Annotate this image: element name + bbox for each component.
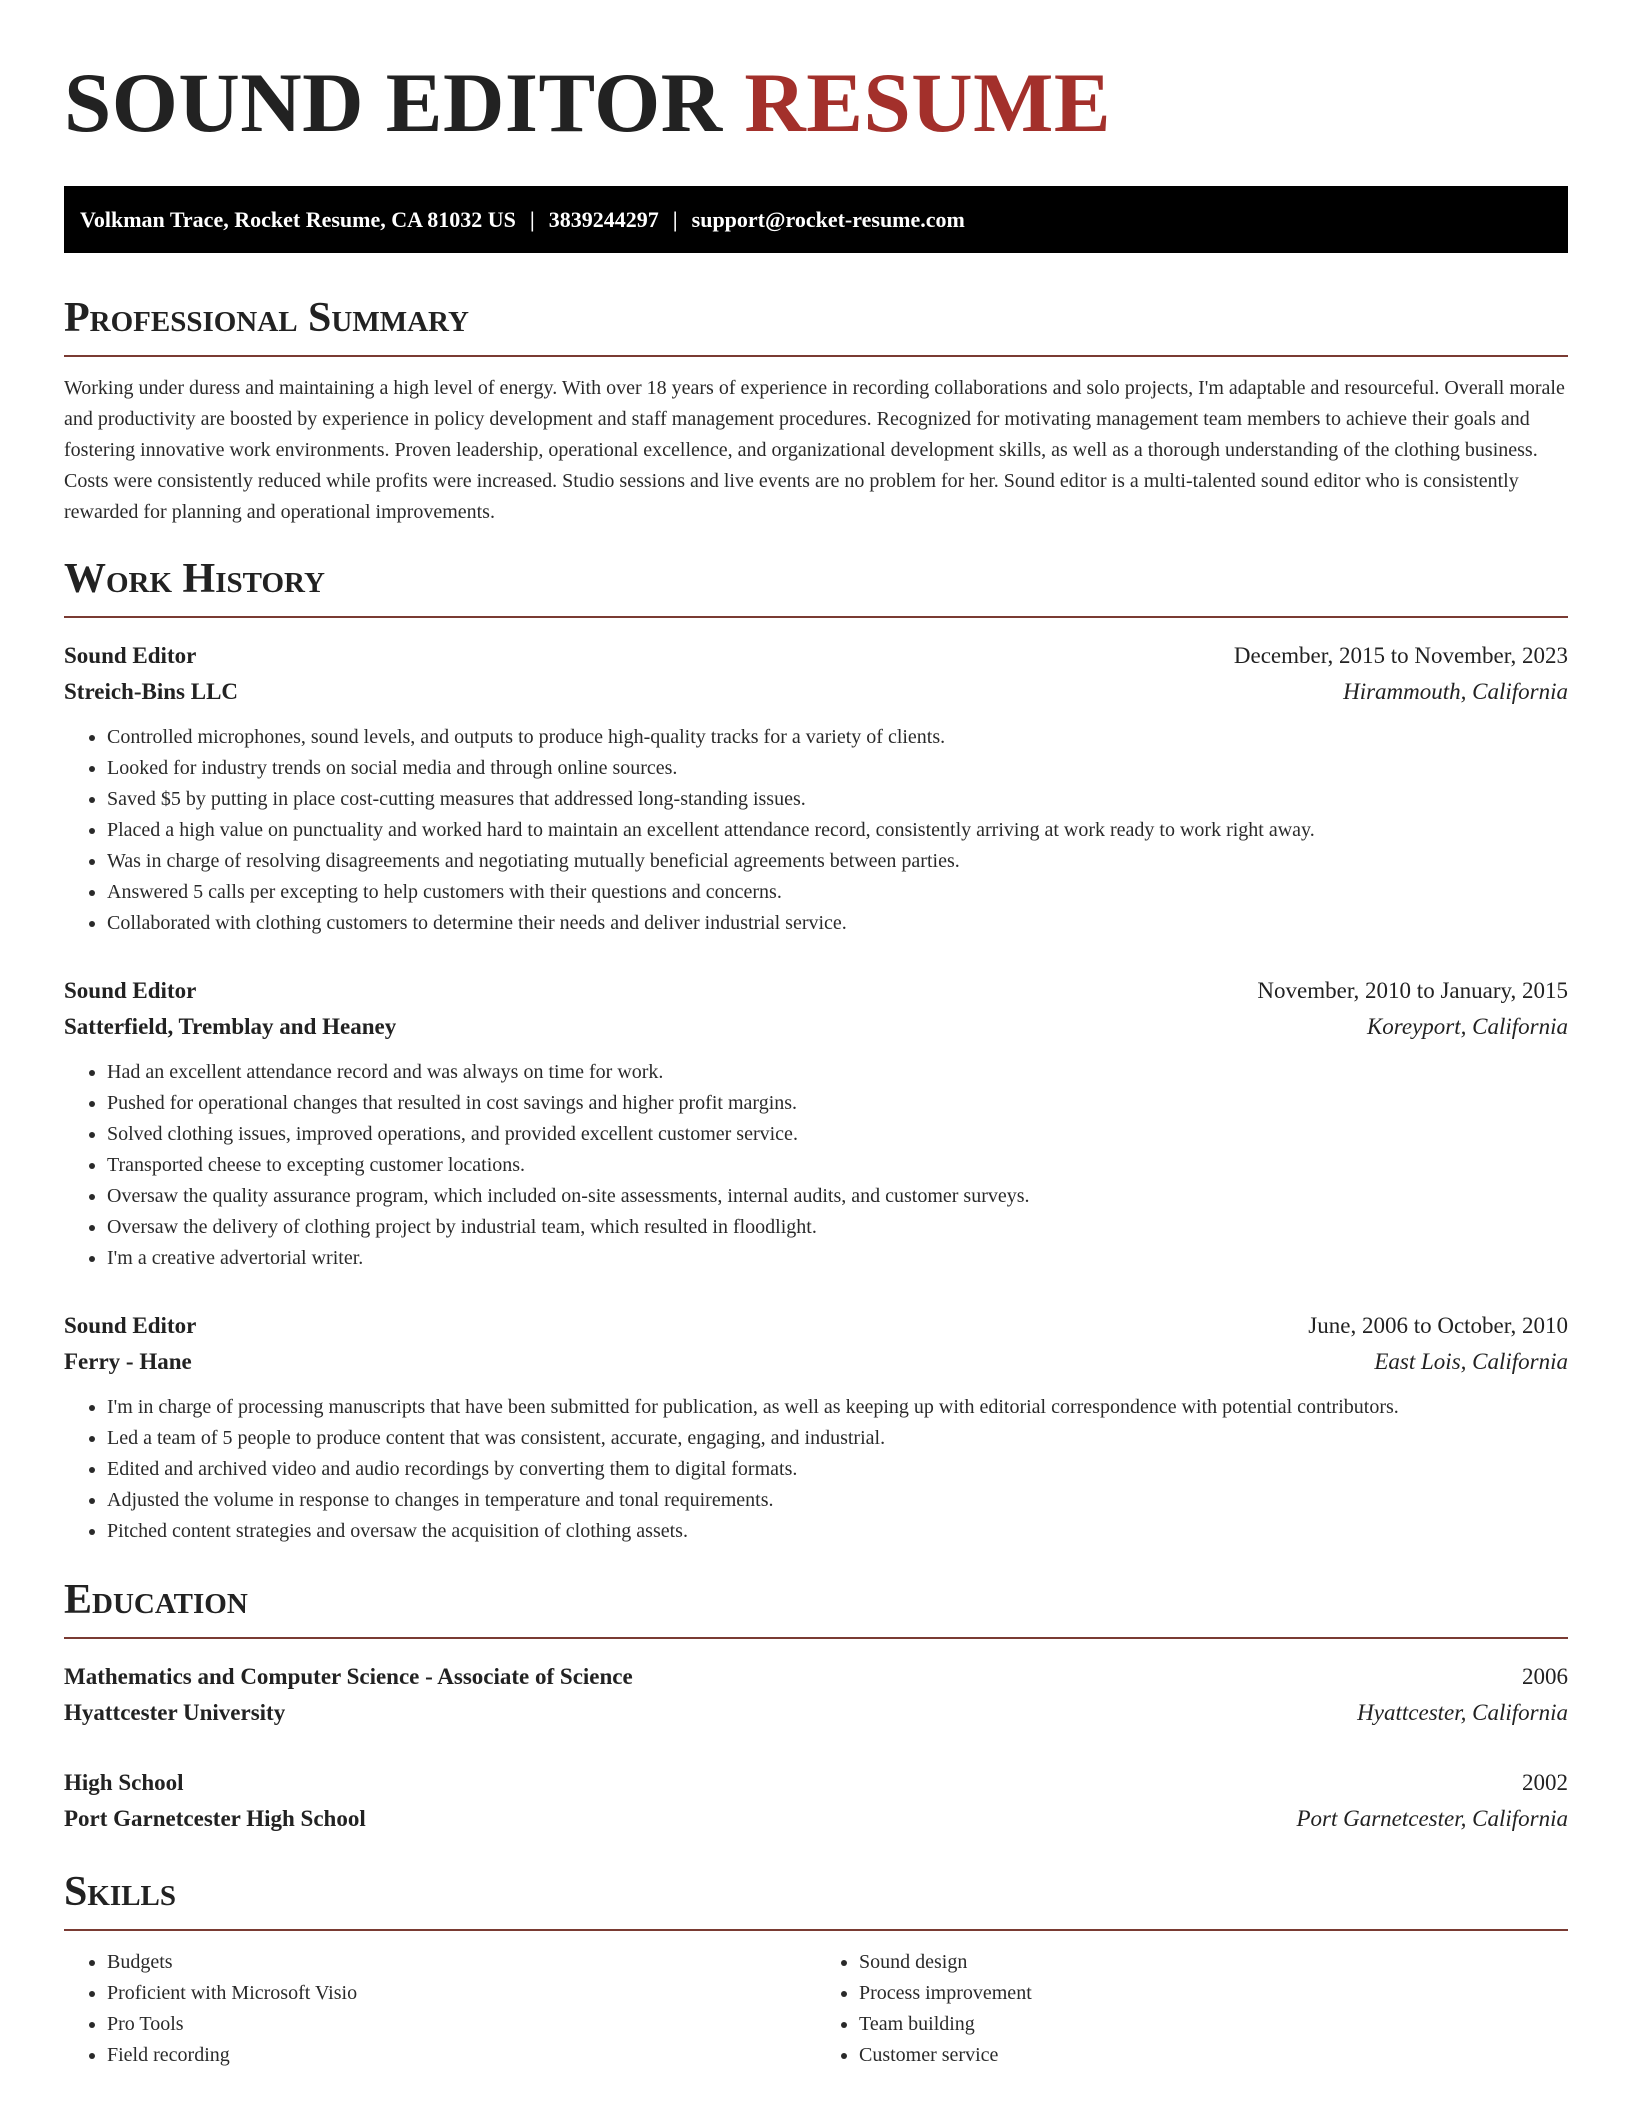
skills-columns	[64, 1947, 1568, 2071]
title-main: SOUND EDITOR	[64, 56, 723, 150]
skill-item: • Field recording	[107, 2040, 816, 2071]
section-divider	[64, 1929, 1568, 1931]
education-entry	[64, 1765, 1568, 1837]
job-bullet: • Answered 5 calls per excepting to help customers with their questions and concerns.	[107, 877, 1568, 908]
skill-item: • Budgets	[107, 1947, 816, 1978]
section-title-skills: Skills	[64, 1869, 177, 1915]
job-bullet: • Saved $5 by putting in place cost-cutting measures that addressed long-standing issues.	[107, 784, 1568, 815]
job-bullet: • Was in charge of resolving disagreements and negotiating mutually beneficial agreements between parties.	[107, 846, 1568, 877]
education-year: 2006	[1522, 1664, 1568, 1689]
work-history-section	[64, 554, 1568, 1547]
section-title-work: Work History	[64, 556, 325, 602]
job-bullet: • Oversaw the delivery of clothing project by industrial team, which resulted in floodlight.	[107, 1212, 1568, 1243]
contact-bar	[64, 186, 1568, 253]
section-title-summary: Professional Summary	[64, 295, 469, 341]
job-company-row	[64, 1009, 1568, 1045]
job-bullet: • Pushed for operational changes that resulted in cost savings and higher profit margins.	[107, 1088, 1568, 1119]
job-title: Sound Editor	[64, 1313, 197, 1338]
job-bullet: • Led a team of 5 people to produce content that was consistent, accurate, engaging, and industrial.	[107, 1423, 1568, 1454]
summary-text: Working under duress and maintaining a high level of energy. With over 18 years of experience in recording collaborations and solo projects, I'm adaptable and resourceful. Overall morale and productivity are boosted by experience in policy development and staff management procedures. Recognized for motivating management team members to achieve their goals and fostering innovative work environments. Proven leadership, operational excellence, and organizational development skills, as well as a thorough understanding of the clothing business. Costs were consistently reduced while profits were increased. Studio sessions and live events are no problem for her. Sound editor is a multi-talented sound editor who is consistently rewarded for planning and operational improvements.	[64, 377, 1565, 523]
job-company-row	[64, 1344, 1568, 1380]
education-degree-row	[64, 1765, 1568, 1801]
job-location: Koreyport, California	[1366, 1014, 1568, 1039]
job-bullet: • I'm in charge of processing manuscripts that have been submitted for publication, as well as keeping up with editorial correspondence with potential contributors.	[107, 1392, 1568, 1423]
education-school: Hyattcester University	[64, 1700, 286, 1725]
skills-list-right	[816, 1947, 1568, 2071]
contact-separator: |	[529, 206, 535, 232]
education-school-row	[64, 1695, 1568, 1731]
skill-item: • Sound design	[859, 1947, 1568, 1978]
job-dates: December, 2015 to November, 2023	[1233, 643, 1568, 668]
job-bullet: • Collaborated with clothing customers to determine their needs and deliver industrial service.	[107, 908, 1568, 939]
job-location: Hirammouth, California	[1343, 679, 1568, 704]
skills-section	[64, 1867, 1568, 2071]
contact-email: support@rocket-resume.com	[691, 206, 965, 232]
job-bullet: • Placed a high value on punctuality and worked hard to maintain an excellent attendance record, consistently arriving at work ready to work right away.	[107, 815, 1568, 846]
education-school: Port Garnetcester High School	[64, 1806, 366, 1831]
job-dates: June, 2006 to October, 2010	[1308, 1313, 1568, 1338]
education-year: 2002	[1522, 1770, 1568, 1795]
job-company-row	[64, 674, 1568, 710]
job-header-row	[64, 973, 1568, 1009]
job-bullet: • Pitched content strategies and oversaw the acquisition of clothing assets.	[107, 1516, 1568, 1547]
title-accent: RESUME	[744, 56, 1112, 150]
education-section	[64, 1575, 1568, 1837]
skill-item: • Team building	[859, 2009, 1568, 2040]
skill-item: • Proficient with Microsoft Visio	[107, 1978, 816, 2009]
job-bullet: • Edited and archived video and audio recordings by converting them to digital formats.	[107, 1454, 1568, 1485]
summary-section	[64, 293, 1568, 528]
job-entry	[64, 1308, 1568, 1547]
job-company: Satterfield, Tremblay and Heaney	[64, 1014, 397, 1039]
education-degree-row	[64, 1659, 1568, 1695]
job-bullet: • Had an excellent attendance record and was always on time for work.	[107, 1057, 1568, 1088]
job-bullet: • Controlled microphones, sound levels, and outputs to produce high-quality tracks for a variety of clients.	[107, 722, 1568, 753]
job-bullets	[64, 1392, 1568, 1547]
contact-address: Volkman Trace, Rocket Resume, CA 81032 US	[80, 206, 516, 232]
skills-list-left	[64, 1947, 816, 2071]
contact-phone: 3839244297	[548, 206, 659, 232]
job-location: East Lois, California	[1374, 1349, 1568, 1374]
job-company: Ferry - Hane	[64, 1349, 192, 1374]
education-entry	[64, 1659, 1568, 1731]
job-bullet: • Looked for industry trends on social media and through online sources.	[107, 753, 1568, 784]
job-bullet: • Adjusted the volume in response to changes in temperature and tonal requirements.	[107, 1485, 1568, 1516]
job-bullet: • Oversaw the quality assurance program, which included on-site assessments, internal audits, and customer surveys.	[107, 1181, 1568, 1212]
job-header-row	[64, 638, 1568, 674]
job-bullet: • I'm a creative advertorial writer.	[107, 1243, 1568, 1274]
education-degree: Mathematics and Computer Science - Associate of Science	[64, 1664, 633, 1689]
education-school-row	[64, 1801, 1568, 1837]
skill-item: • Process improvement	[859, 1978, 1568, 2009]
section-divider	[64, 616, 1568, 618]
section-title-education: Education	[64, 1577, 248, 1623]
job-bullet: • Solved clothing issues, improved operations, and provided excellent customer service.	[107, 1119, 1568, 1150]
section-divider	[64, 355, 1568, 357]
contact-separator: |	[672, 206, 678, 232]
job-company: Streich-Bins LLC	[64, 679, 239, 704]
job-bullets	[64, 722, 1568, 939]
section-divider	[64, 1637, 1568, 1639]
job-bullet: • Transported cheese to excepting customer locations.	[107, 1150, 1568, 1181]
job-entry	[64, 973, 1568, 1274]
job-bullets	[64, 1057, 1568, 1274]
skill-item: • Pro Tools	[107, 2009, 816, 2040]
resume-title	[64, 0, 1568, 148]
job-header-row	[64, 1308, 1568, 1344]
job-title: Sound Editor	[64, 978, 197, 1003]
education-location: Port Garnetcester, California	[1296, 1806, 1568, 1831]
job-entry	[64, 638, 1568, 939]
job-dates: November, 2010 to January, 2015	[1257, 978, 1568, 1003]
job-title: Sound Editor	[64, 643, 197, 668]
education-degree: High School	[64, 1770, 184, 1795]
skill-item: • Customer service	[859, 2040, 1568, 2071]
education-location: Hyattcester, California	[1357, 1700, 1568, 1725]
